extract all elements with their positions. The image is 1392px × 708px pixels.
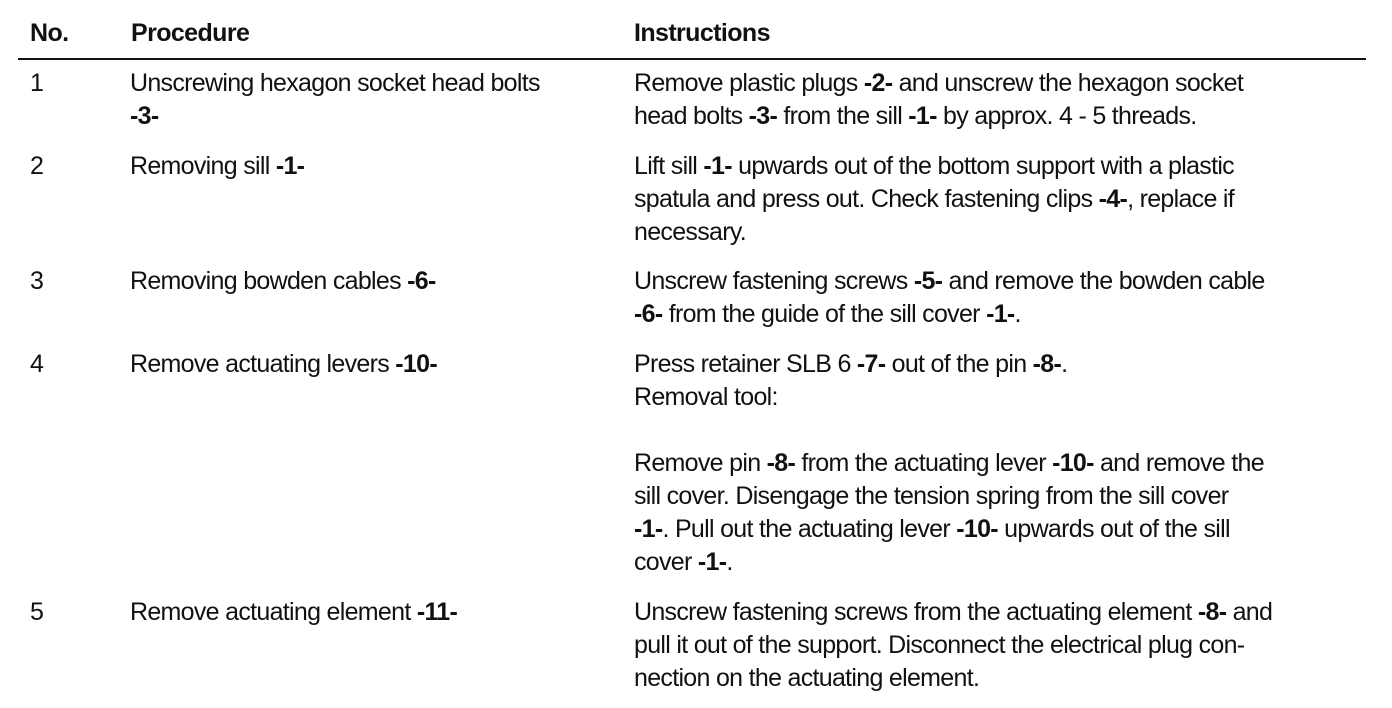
reference-number: -10- (1052, 449, 1094, 477)
reference-number: -8- (1032, 350, 1062, 378)
header-no: No. (30, 19, 69, 47)
reference-number: -5- (913, 267, 943, 295)
reference-number: -1- (703, 152, 732, 180)
procedure-cell (130, 150, 610, 183)
instruction-line (634, 67, 1364, 100)
instruction-line (634, 513, 1364, 546)
instruction-line (634, 629, 1364, 662)
instruction-line (634, 447, 1364, 480)
text-segment: from the sill (777, 102, 909, 130)
text-segment: and (1226, 598, 1273, 626)
instruction-line (634, 216, 1364, 249)
reference-number: -1- (986, 300, 1015, 328)
instruction-line (634, 348, 1364, 381)
step-number: 3 (30, 267, 44, 295)
text-segment: Remove plastic plugs (634, 69, 864, 97)
instructions-cell (634, 348, 1364, 579)
text-segment: Removal tool: (634, 383, 778, 411)
procedure-line (130, 150, 610, 183)
reference-number: -3- (130, 102, 159, 130)
table-header (0, 0, 1392, 60)
instruction-line (634, 662, 1364, 695)
header-rule (18, 58, 1366, 60)
text-segment: pull it out of the support. Disconnect the electrical plug con- (634, 631, 1245, 659)
reference-number: -7- (856, 350, 886, 378)
text-segment: , replace if (1127, 185, 1235, 213)
paragraph-gap (634, 414, 1364, 447)
procedure-cell (130, 265, 610, 298)
header-instructions: Instructions (634, 19, 770, 47)
step-number: 5 (30, 598, 44, 626)
text-segment: by approx. 4 - 5 threads. (936, 102, 1197, 130)
reference-number: -8- (1197, 598, 1227, 626)
text-segment: and remove the bowden cable (942, 267, 1265, 295)
reference-number: -1- (908, 102, 937, 130)
reference-number: -6- (407, 267, 436, 295)
text-segment: necessary. (634, 218, 747, 246)
text-segment: Remove pin (634, 449, 767, 477)
instructions-cell (634, 596, 1364, 695)
text-segment: Remove actuating levers (130, 350, 396, 378)
text-segment: nection on the actuating element. (634, 664, 980, 692)
reference-number: -1- (634, 515, 663, 543)
procedure-line (130, 67, 610, 100)
header-procedure: Procedure (131, 19, 250, 47)
text-segment: . (1061, 350, 1068, 378)
text-segment: from the actuating lever (795, 449, 1053, 477)
text-segment: upwards out of the sill (997, 515, 1230, 543)
text-segment: Press retainer SLB 6 (634, 350, 857, 378)
procedure-cell (130, 348, 610, 381)
reference-number: -1- (275, 152, 305, 180)
reference-number: -3- (748, 102, 778, 130)
text-segment: out of the pin (885, 350, 1033, 378)
step-number: 2 (30, 152, 44, 180)
text-segment: sill cover. Disengage the tension spring from the sill cover (634, 482, 1229, 510)
procedure-line (130, 265, 610, 298)
procedure-line (130, 100, 610, 133)
text-segment: Unscrew fastening screws from the actuating element (634, 598, 1198, 626)
instruction-line (634, 265, 1364, 298)
text-segment: . Pull out the actuating lever (662, 515, 957, 543)
text-segment: Removing sill (130, 152, 276, 180)
reference-number: -6- (634, 300, 663, 328)
instruction-line (634, 480, 1364, 513)
instructions-cell (634, 265, 1364, 331)
text-segment: Removing bowden cables (130, 267, 408, 295)
procedure-cell (130, 67, 610, 133)
reference-number: -1- (697, 548, 727, 576)
reference-number: -10- (956, 515, 998, 543)
reference-number: -11- (416, 598, 458, 626)
text-segment: . (726, 548, 733, 576)
step-number: 1 (30, 69, 44, 97)
instructions-cell (634, 150, 1364, 249)
instruction-line (634, 381, 1364, 414)
instruction-line (634, 546, 1364, 579)
text-segment: and remove the (1093, 449, 1264, 477)
instruction-line (634, 150, 1364, 183)
text-segment: . (1014, 300, 1021, 328)
text-segment: Unscrewing hexagon socket head bolts (130, 69, 540, 97)
step-number: 4 (30, 350, 44, 378)
procedure-line (130, 348, 610, 381)
text-segment: Lift sill (634, 152, 704, 180)
reference-number: -4- (1098, 185, 1128, 213)
text-segment: cover (634, 548, 698, 576)
procedure-cell (130, 596, 610, 629)
reference-number: -10- (395, 350, 437, 378)
text-segment: Unscrew fastening screws (634, 267, 914, 295)
instructions-cell (634, 67, 1364, 133)
text-segment: Remove actuating element (130, 598, 417, 626)
instruction-line (634, 183, 1364, 216)
reference-number: -2- (863, 69, 893, 97)
instruction-line (634, 596, 1364, 629)
procedure-line (130, 596, 610, 629)
text-segment: spatula and press out. Check fastening clips (634, 185, 1099, 213)
text-segment: from the guide of the sill cover (662, 300, 987, 328)
text-segment: upwards out of the bottom support with a plastic (731, 152, 1234, 180)
instruction-line (634, 298, 1364, 331)
text-segment: head bolts (634, 102, 749, 130)
text-segment: and unscrew the hexagon socket (892, 69, 1244, 97)
instruction-line (634, 100, 1364, 133)
reference-number: -8- (766, 449, 796, 477)
